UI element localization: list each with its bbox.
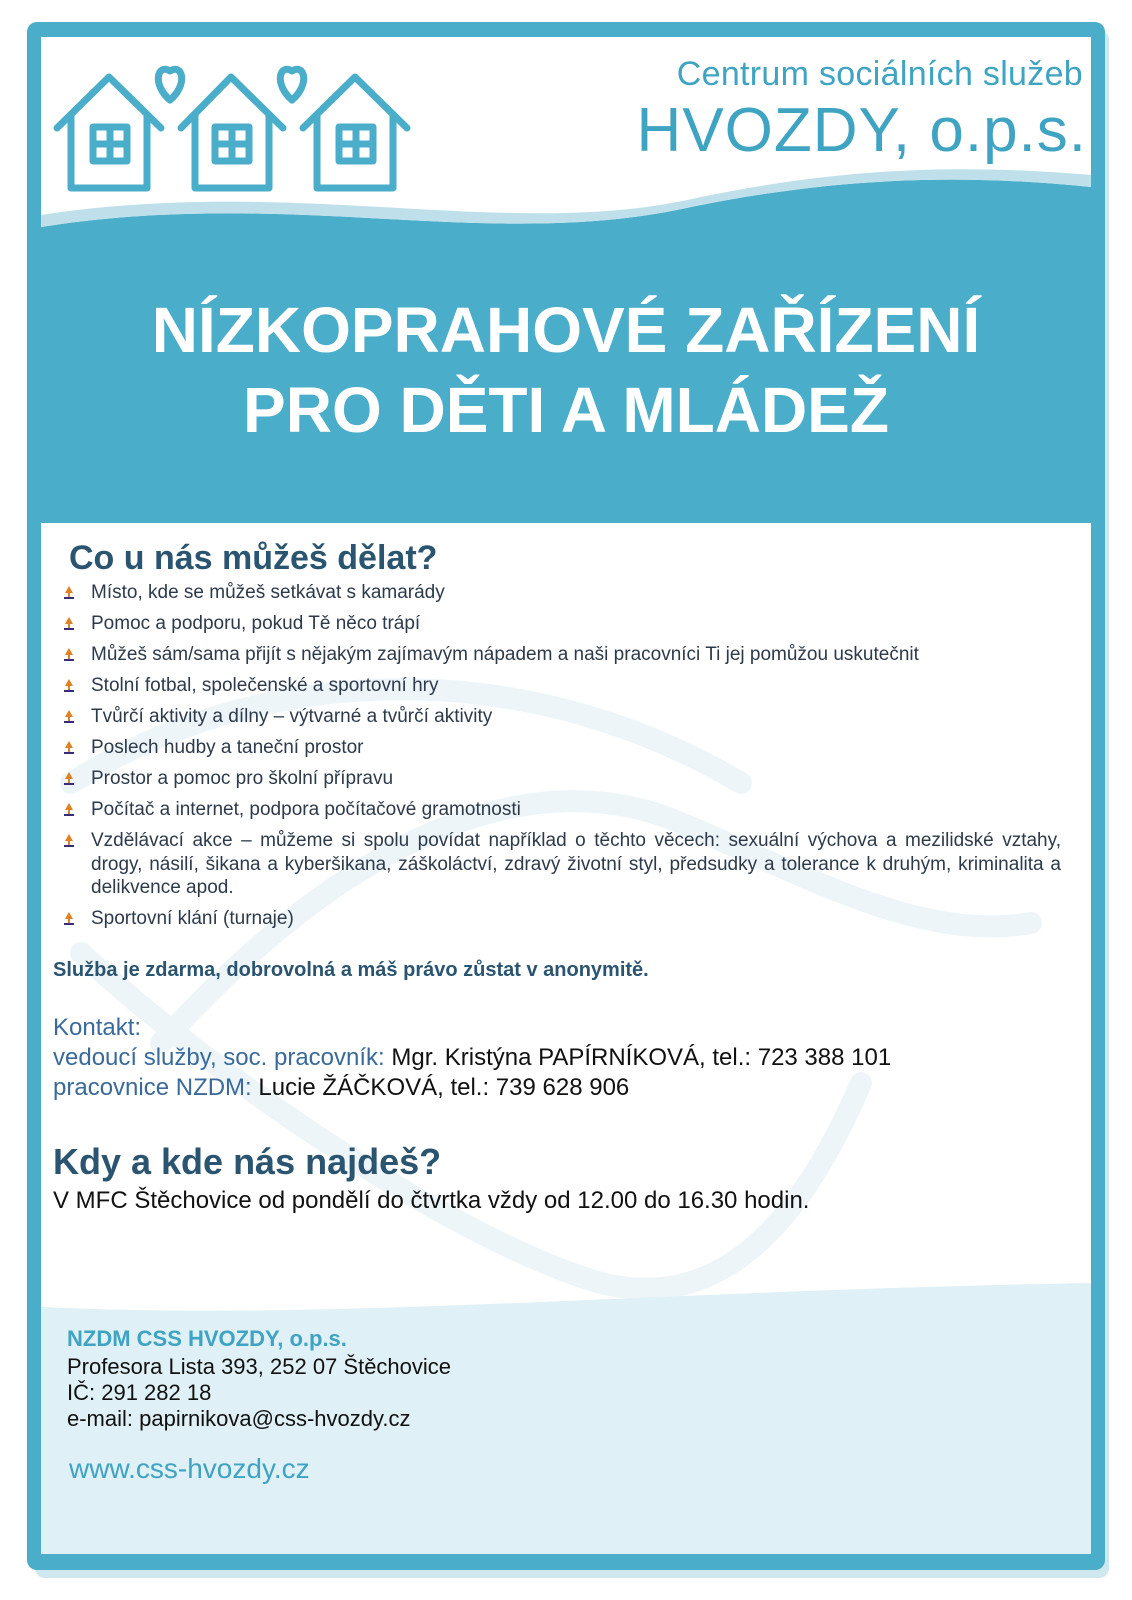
list-item-text: Stolní fotbal, společenské a sportovní hry [91,675,439,696]
arrow-bullet-icon [61,646,77,662]
arrow-bullet-icon [61,677,77,693]
arrow-bullet-icon [61,708,77,724]
list-item-text: Počítač a internet, podpora počítačové gramotnosti [91,799,521,820]
houses-logo-icon [53,55,433,205]
arrow-bullet-icon [61,615,77,631]
list-item [61,736,1061,760]
leader-label: vedoucí služby, soc. pracovník: [53,1044,385,1071]
list-item [61,907,1061,931]
list-item-text: Sportovní klání (turnaje) [91,908,294,929]
activities-list [61,581,1061,938]
list-item [61,798,1061,822]
list-item [61,674,1061,698]
arrow-bullet-icon [61,801,77,817]
list-item [61,829,1061,900]
list-item-text: Prostor a pomoc pro školní přípravu [91,768,394,789]
list-item-text: Místo, kde se můžeš setkávat s kamarády [91,582,445,603]
list-item-text: Poslech hudby a taneční prostor [91,737,364,758]
list-item [61,705,1061,729]
where-text: V MFC Štěchovice od pondělí do čtvrtka vždy od 12.00 do 16.30 hodin. [53,1187,810,1214]
contact-block [53,1013,891,1103]
footer-website-link[interactable]: www.css-hvozdy.cz [69,1453,310,1484]
footer-org: NZDM CSS HVOZDY, o.p.s. [67,1326,347,1351]
list-item-text: Vzdělávací akce – můžeme si spolu povídat například o těchto věcech: sexuální výchova a mezilidské vztahy, drogy, násilí, šikana a kyberšikana, záškoláctví, zdravý životní styl, předsudky a tolerance k druhým, kriminalita a delikvence apod. [91,830,1061,898]
arrow-bullet-icon [61,832,77,848]
page-title [41,290,1091,450]
list-item [61,643,1061,667]
activities-heading: Co u nás můžeš dělat? [69,539,438,577]
arrow-bullet-icon [61,584,77,600]
footer-email[interactable]: e-mail: papirnikova@css-hvozdy.cz [67,1406,411,1431]
contact-heading: Kontakt: [53,1014,142,1041]
arrow-bullet-icon [61,770,77,786]
list-item-text: Tvůrčí aktivity a dílny – výtvarné a tvůrčí aktivity [91,706,493,727]
list-item-text: Pomoc a podporu, pokud Tě něco trápí [91,613,421,634]
header-panel [41,37,1091,262]
free-service-note: Služba je zdarma, dobrovolná a máš právo zůstat v anonymitě. [53,959,649,981]
content-panel [41,523,1091,1554]
organization-name: HVOZDY, o.p.s. [636,96,1087,165]
list-item [61,581,1061,605]
arrow-bullet-icon [61,910,77,926]
title-line-2: PRO DĚTI A MLÁDEŽ [243,374,889,446]
worker-value: Lucie ŽÁČKOVÁ, tel.: 739 628 906 [251,1074,630,1101]
footer-address: Profesora Lista 393, 252 07 Štěchovice [67,1354,452,1379]
list-item-text: Můžeš sám/sama přijít s nějakým zajímavým nápadem a naši pracovníci Ti jej pomůžou uskutečnit [91,644,919,665]
worker-label: pracovnice NZDM: [53,1074,252,1101]
list-item [61,612,1061,636]
organization-subtitle: Centrum sociálních služeb [676,55,1083,93]
title-line-1: NÍZKOPRAHOVÉ ZAŘÍZENÍ [151,294,981,366]
leader-value: Mgr. Kristýna PAPÍRNÍKOVÁ, tel.: 723 388 101 [384,1044,892,1071]
arrow-bullet-icon [61,739,77,755]
list-item [61,767,1061,791]
footer-ic: IČ: 291 282 18 [67,1380,212,1405]
where-heading: Kdy a kde nás najdeš? [53,1141,442,1182]
